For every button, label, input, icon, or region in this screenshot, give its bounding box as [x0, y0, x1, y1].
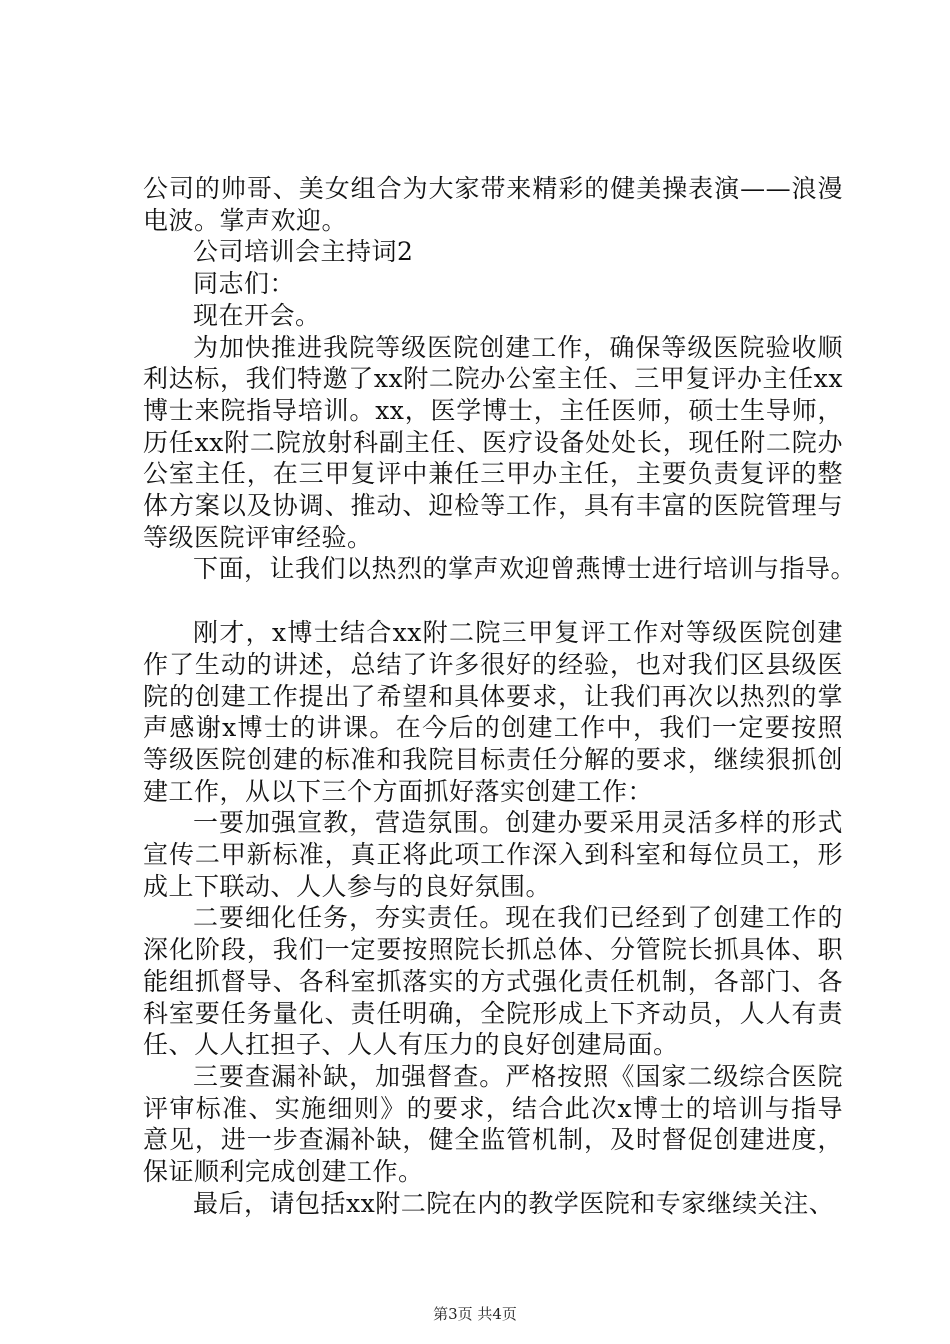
- paragraph-point-one: 一要加强宣教，营造氛围。创建办要采用灵活多样的形式宣传二甲新标准，真正将此项工作深入到科室和每位员工，形成上下联动、人人参与的良好氛围。: [143, 808, 843, 901]
- paragraph-point-two: 二要细化任务，夯实责任。现在我们已经到了创建工作的深化阶段，我们一定要按照院长抓总体、分管院长抓具体、职能组抓督导、各科室抓落实的方式强化责任机制，各部门、各科室要任务量化、责任明确，全院形成上下齐动员，人人有责任、人人扛担子、人人有压力的良好创建局面。: [143, 903, 843, 1060]
- paragraph-salutation: 同志们：: [193, 269, 296, 299]
- section-heading: 公司培训会主持词2: [193, 237, 414, 267]
- paragraph-performance-intro: 公司的帅哥、美女组合为大家带来精彩的健美操表演——浪漫电波。掌声欢迎。: [143, 174, 843, 235]
- page-footer: 第3页 共4页: [433, 1305, 517, 1323]
- paragraph-welcome: 下面，让我们以热烈的掌声欢迎曾燕博士进行培训与指导。: [193, 554, 857, 584]
- paragraph-opening: 现在开会。: [193, 300, 321, 330]
- paragraph-point-three: 三要查漏补缺，加强督查。严格按照《国家二级综合医院评审标准、实施细则》的要求，结合此次x博士的培训与指导意见，进一步查漏补缺，健全监管机制，及时督促创建进度，保证顺利完成创建工作。: [143, 1061, 843, 1187]
- document-body: [143, 173, 857, 1220]
- paragraph-gap: [143, 585, 843, 617]
- paragraph-summary: 刚才，x博士结合xx附二院三甲复评工作对等级医院创建作了生动的讲述，总结了许多很好的经验，也对我们区县级医院的创建工作提出了希望和具体要求，让我们再次以热烈的掌声感谢x博士的讲课。在今后的创建工作中，我们一定要按照等级医院创建的标准和我院目标责任分解的要求，继续狠抓创建工作，从以下三个方面抓好落实创建工作：: [143, 618, 843, 806]
- paragraph-speaker-intro: 为加快推进我院等级医院创建工作，确保等级医院验收顺利达标，我们特邀了xx附二院办公室主任、三甲复评办主任xx博士来院指导培训。xx，医学博士，主任医师，硕士生导师，历任xx附二院放射科副主任、医疗设备处处长，现任附二院办公室主任，在三甲复评中兼任三甲办主任，主要负责复评的整体方案以及协调、推动、迎检等工作，具有丰富的医院管理与等级医院评审经验。: [143, 332, 843, 552]
- paragraph-closing: 最后，请包括xx附二院在内的教学医院和专家继续关注、: [193, 1188, 835, 1218]
